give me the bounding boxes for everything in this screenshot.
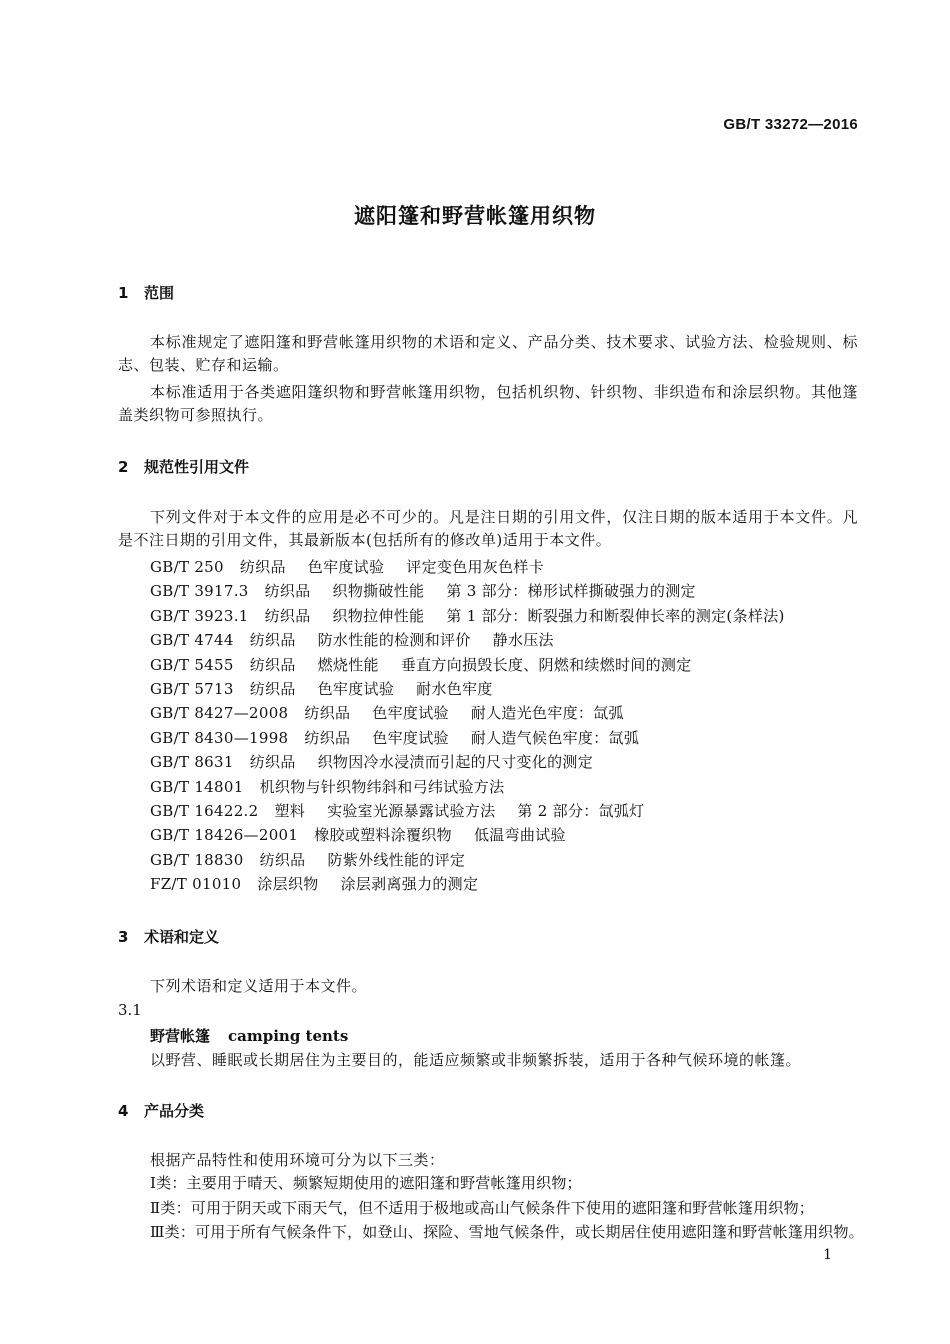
page-number: 1 [823,1247,832,1263]
scope-paragraph-1: 本标准规定了遮阳篷和野营帐篷用织物的术语和定义、产品分类、技术要求、试验方法、检验规则、标志、包装、贮存和运输。 [118,333,858,374]
standard-code: GB/T 33272—2016 [723,116,858,133]
reference-item: GB/T 18426—2001 橡胶或塑料涂覆织物 低温弯曲试验 [150,826,566,845]
reference-item: GB/T 8631 纺织品 织物因冷水浸渍而引起的尺寸变化的测定 [150,753,594,772]
reference-item: FZ/T 01010 涂层织物 涂层剥离强力的测定 [150,875,479,894]
reference-item: GB/T 18830 纺织品 防紫外线性能的评定 [150,850,466,869]
terms-intro: 下列术语和定义适用于本文件。 [150,977,368,995]
classification-intro: 根据产品特性和使用环境可分为以下三类： [150,1151,445,1169]
class-item: Ⅱ类：可用于阴天或下雨天气，但不适用于极地或高山气候条件下使用的遮阳篷和野营帐篷用织物； [150,1198,814,1217]
section-heading-scope [118,282,174,303]
scope-paragraph-2: 本标准适用于各类遮阳篷织物和野营帐篷用织物，包括机织物、针织物、非织造布和涂层织物。其他篷盖类织物可参照执行。 [118,383,858,424]
section-number: 3 [118,928,129,946]
reference-list [150,556,785,897]
section-number: 1 [118,284,129,302]
term-heading [150,1025,348,1046]
section-title: 术语和定义 [144,928,220,946]
section-heading-normative-refs [118,456,249,477]
section-title: 产品分类 [144,1102,205,1120]
reference-item: GB/T 14801 机织物与针织物纬斜和弓纬试验方法 [150,777,505,796]
section-heading-terms [118,926,219,947]
reference-item: GB/T 5455 纺织品 燃烧性能 垂直方向损毁长度、阴燃和续燃时间的测定 [150,655,692,674]
reference-item: GB/T 3917.3 纺织品 织物撕破性能 第 3 部分：梯形试样撕破强力的测定 [150,582,696,601]
term-chinese: 野营帐篷 [150,1027,211,1045]
section-number: 4 [118,1102,129,1120]
section-heading-classification [118,1100,204,1121]
reference-item: GB/T 5713 纺织品 色牢度试验 耐水色牢度 [150,679,493,698]
section-number: 2 [118,458,129,476]
section-title: 范围 [144,284,175,302]
reference-item: GB/T 250 纺织品 色牢度试验 评定变色用灰色样卡 [150,558,544,576]
term-english: camping tents [228,1027,349,1045]
class-item: Ⅰ类：主要用于晴天、频繁短期使用的遮阳篷和野营帐篷用织物； [150,1174,582,1192]
term-definition: 以野营、睡眠或长期居住为主要目的，能适应频繁或非频繁拆装，适用于各种气候环境的帐篷。 [150,1051,802,1069]
term-number: 3.1 [118,1001,142,1019]
reference-item: GB/T 4744 纺织品 防水性能的检测和评价 静水压法 [150,631,554,650]
document-title: 遮阳篷和野营帐篷用织物 [354,204,596,228]
section-title: 规范性引用文件 [144,458,250,476]
class-item: Ⅲ类：可用于所有气候条件下，如登山、探险、雪地气候条件，或长期居住使用遮阳篷和野营帐篷用织物。 [150,1223,864,1241]
reference-item: GB/T 3923.1 纺织品 织物拉伸性能 第 1 部分：断裂强力和断裂伸长率的测定(条样法) [150,606,785,625]
reference-item: GB/T 16422.2 塑料 实验室光源暴露试验方法 第 2 部分：氙弧灯 [150,801,645,820]
normative-refs-intro: 下列文件对于本文件的应用是必不可少的。凡是注日期的引用文件，仅注日期的版本适用于本文件。凡是不注日期的引用文件，其最新版本(包括所有的修改单)适用于本文件。 [118,508,858,549]
class-list [150,1172,864,1246]
reference-item: GB/T 8430—1998 纺织品 色牢度试验 耐人造气候色牢度：氙弧 [150,728,640,747]
reference-item: GB/T 8427—2008 纺织品 色牢度试验 耐人造光色牢度：氙弧 [150,704,624,723]
